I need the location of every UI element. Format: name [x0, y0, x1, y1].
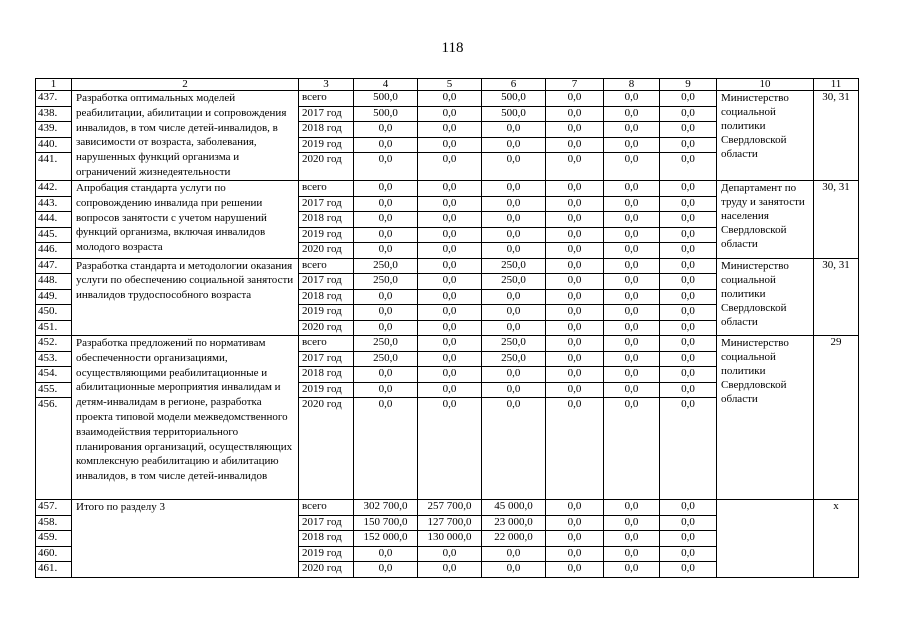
- federal-value-cell: 0,0: [418, 562, 482, 578]
- period-cell: 2020 год: [299, 398, 354, 500]
- budget-table: [35, 78, 859, 578]
- other-value-cell: 0,0: [660, 106, 717, 122]
- row-number-cell: 441.: [36, 153, 72, 181]
- executor-cell: [717, 500, 814, 578]
- extra-value-cell: 0,0: [604, 546, 660, 562]
- other-value-cell: 0,0: [660, 153, 717, 181]
- header-cell: 8: [604, 79, 660, 91]
- other-value-cell: 0,0: [660, 274, 717, 290]
- federal-value-cell: 0,0: [418, 153, 482, 181]
- local-value-cell: 0,0: [546, 243, 604, 259]
- period-cell: 2020 год: [299, 320, 354, 336]
- other-value-cell: 0,0: [660, 196, 717, 212]
- row-number-cell: 456.: [36, 398, 72, 500]
- regional-value-cell: 0,0: [482, 181, 546, 197]
- extra-value-cell: 0,0: [604, 212, 660, 228]
- local-value-cell: 0,0: [546, 227, 604, 243]
- total-value-cell: 0,0: [354, 137, 418, 153]
- extra-value-cell: 0,0: [604, 531, 660, 547]
- header-cell: 7: [546, 79, 604, 91]
- row-number-cell: 457.: [36, 500, 72, 516]
- extra-value-cell: 0,0: [604, 398, 660, 500]
- other-value-cell: 0,0: [660, 227, 717, 243]
- total-value-cell: 150 700,0: [354, 515, 418, 531]
- total-value-cell: 302 700,0: [354, 500, 418, 516]
- row-number-cell: 438.: [36, 106, 72, 122]
- period-cell: 2019 год: [299, 227, 354, 243]
- total-value-cell: 0,0: [354, 320, 418, 336]
- other-value-cell: 0,0: [660, 181, 717, 197]
- row-number-cell: 461.: [36, 562, 72, 578]
- row-number-cell: 460.: [36, 546, 72, 562]
- other-value-cell: 0,0: [660, 212, 717, 228]
- executor-cell: Министерство социальной политики Свердловской области: [717, 91, 814, 181]
- local-value-cell: 0,0: [546, 305, 604, 321]
- federal-value-cell: 0,0: [418, 212, 482, 228]
- federal-value-cell: 127 700,0: [418, 515, 482, 531]
- local-value-cell: 0,0: [546, 515, 604, 531]
- federal-value-cell: 0,0: [418, 351, 482, 367]
- total-value-cell: 0,0: [354, 227, 418, 243]
- row-number-cell: 440.: [36, 137, 72, 153]
- local-value-cell: 0,0: [546, 398, 604, 500]
- local-value-cell: 0,0: [546, 91, 604, 107]
- other-value-cell: 0,0: [660, 122, 717, 138]
- regional-value-cell: 250,0: [482, 351, 546, 367]
- local-value-cell: 0,0: [546, 531, 604, 547]
- period-cell: всего: [299, 181, 354, 197]
- total-value-cell: 250,0: [354, 336, 418, 352]
- executor-cell: Министерство социальной политики Свердловской области: [717, 258, 814, 336]
- other-value-cell: 0,0: [660, 562, 717, 578]
- table-body: [36, 91, 859, 578]
- local-value-cell: 0,0: [546, 196, 604, 212]
- period-cell: 2017 год: [299, 351, 354, 367]
- total-value-cell: 0,0: [354, 196, 418, 212]
- period-cell: 2018 год: [299, 122, 354, 138]
- table-row: [36, 500, 859, 516]
- regional-value-cell: 0,0: [482, 122, 546, 138]
- federal-value-cell: 0,0: [418, 336, 482, 352]
- total-value-cell: 152 000,0: [354, 531, 418, 547]
- event-name-cell: Итого по разделу 3: [72, 500, 299, 578]
- local-value-cell: 0,0: [546, 137, 604, 153]
- regional-value-cell: 0,0: [482, 153, 546, 181]
- extra-value-cell: 0,0: [604, 305, 660, 321]
- total-value-cell: 0,0: [354, 181, 418, 197]
- extra-value-cell: 0,0: [604, 122, 660, 138]
- period-cell: 2019 год: [299, 305, 354, 321]
- period-cell: 2020 год: [299, 153, 354, 181]
- extra-value-cell: 0,0: [604, 289, 660, 305]
- total-value-cell: 250,0: [354, 258, 418, 274]
- local-value-cell: 0,0: [546, 258, 604, 274]
- period-cell: 2017 год: [299, 515, 354, 531]
- extra-value-cell: 0,0: [604, 367, 660, 383]
- extra-value-cell: 0,0: [604, 106, 660, 122]
- extra-value-cell: 0,0: [604, 515, 660, 531]
- row-number-cell: 437.: [36, 91, 72, 107]
- extra-value-cell: 0,0: [604, 258, 660, 274]
- header-cell: 10: [717, 79, 814, 91]
- other-value-cell: 0,0: [660, 546, 717, 562]
- regional-value-cell: 0,0: [482, 243, 546, 259]
- regional-value-cell: 23 000,0: [482, 515, 546, 531]
- extra-value-cell: 0,0: [604, 562, 660, 578]
- local-value-cell: 0,0: [546, 153, 604, 181]
- regional-value-cell: 0,0: [482, 196, 546, 212]
- header-cell: 11: [814, 79, 859, 91]
- extra-value-cell: 0,0: [604, 153, 660, 181]
- federal-value-cell: 130 000,0: [418, 531, 482, 547]
- federal-value-cell: 0,0: [418, 398, 482, 500]
- regional-value-cell: 0,0: [482, 305, 546, 321]
- regional-value-cell: 45 000,0: [482, 500, 546, 516]
- regional-value-cell: 0,0: [482, 562, 546, 578]
- event-name-cell: Разработка стандарта и методологии оказания услуги по обеспечению социальной занятости инвалидов трудоспособного возраста: [72, 258, 299, 336]
- period-cell: 2018 год: [299, 212, 354, 228]
- other-value-cell: 0,0: [660, 515, 717, 531]
- regional-value-cell: 0,0: [482, 398, 546, 500]
- row-number-cell: 445.: [36, 227, 72, 243]
- total-value-cell: 250,0: [354, 351, 418, 367]
- federal-value-cell: 0,0: [418, 227, 482, 243]
- period-cell: 2017 год: [299, 106, 354, 122]
- regional-value-cell: 0,0: [482, 212, 546, 228]
- local-value-cell: 0,0: [546, 274, 604, 290]
- extra-value-cell: 0,0: [604, 137, 660, 153]
- regional-value-cell: 0,0: [482, 382, 546, 398]
- other-value-cell: 0,0: [660, 243, 717, 259]
- row-number-cell: 452.: [36, 336, 72, 352]
- federal-value-cell: 0,0: [418, 382, 482, 398]
- target-ref-cell: 29: [814, 336, 859, 500]
- period-cell: 2019 год: [299, 382, 354, 398]
- other-value-cell: 0,0: [660, 382, 717, 398]
- table-row: [36, 258, 859, 274]
- federal-value-cell: 0,0: [418, 546, 482, 562]
- extra-value-cell: 0,0: [604, 274, 660, 290]
- other-value-cell: 0,0: [660, 320, 717, 336]
- regional-value-cell: 500,0: [482, 106, 546, 122]
- period-cell: 2020 год: [299, 562, 354, 578]
- row-number-cell: 458.: [36, 515, 72, 531]
- header-cell: 6: [482, 79, 546, 91]
- extra-value-cell: 0,0: [604, 181, 660, 197]
- extra-value-cell: 0,0: [604, 243, 660, 259]
- local-value-cell: 0,0: [546, 320, 604, 336]
- total-value-cell: 0,0: [354, 398, 418, 500]
- extra-value-cell: 0,0: [604, 500, 660, 516]
- extra-value-cell: 0,0: [604, 227, 660, 243]
- regional-value-cell: 500,0: [482, 91, 546, 107]
- period-cell: всего: [299, 336, 354, 352]
- total-value-cell: 0,0: [354, 212, 418, 228]
- period-cell: 2017 год: [299, 196, 354, 212]
- regional-value-cell: 250,0: [482, 336, 546, 352]
- period-cell: 2017 год: [299, 274, 354, 290]
- row-number-cell: 442.: [36, 181, 72, 197]
- table-row: [36, 336, 859, 352]
- target-ref-cell: 30, 31: [814, 258, 859, 336]
- federal-value-cell: 0,0: [418, 274, 482, 290]
- row-number-cell: 459.: [36, 531, 72, 547]
- total-value-cell: 0,0: [354, 243, 418, 259]
- federal-value-cell: 0,0: [418, 243, 482, 259]
- extra-value-cell: 0,0: [604, 196, 660, 212]
- regional-value-cell: 250,0: [482, 274, 546, 290]
- extra-value-cell: 0,0: [604, 382, 660, 398]
- event-name-cell: Разработка оптимальных моделей реабилитации, абилитации и сопровождения инвалидов, в том числе детей-инвалидов, в зависимости от возраста, заболевания, нарушенных функций организма и ограничений жизнедеятельности: [72, 91, 299, 181]
- header-cell: 5: [418, 79, 482, 91]
- other-value-cell: 0,0: [660, 258, 717, 274]
- extra-value-cell: 0,0: [604, 91, 660, 107]
- total-value-cell: 0,0: [354, 153, 418, 181]
- total-value-cell: 0,0: [354, 546, 418, 562]
- other-value-cell: 0,0: [660, 367, 717, 383]
- period-cell: 2018 год: [299, 289, 354, 305]
- other-value-cell: 0,0: [660, 336, 717, 352]
- period-cell: 2018 год: [299, 531, 354, 547]
- page-number: 118: [441, 40, 464, 56]
- total-value-cell: 500,0: [354, 106, 418, 122]
- other-value-cell: 0,0: [660, 305, 717, 321]
- federal-value-cell: 257 700,0: [418, 500, 482, 516]
- regional-value-cell: 250,0: [482, 258, 546, 274]
- local-value-cell: 0,0: [546, 382, 604, 398]
- period-cell: 2018 год: [299, 367, 354, 383]
- total-value-cell: 0,0: [354, 305, 418, 321]
- local-value-cell: 0,0: [546, 336, 604, 352]
- federal-value-cell: 0,0: [418, 320, 482, 336]
- other-value-cell: 0,0: [660, 91, 717, 107]
- regional-value-cell: 0,0: [482, 546, 546, 562]
- target-ref-cell: x: [814, 500, 859, 578]
- total-value-cell: 0,0: [354, 367, 418, 383]
- header-cell: 1: [36, 79, 72, 91]
- row-number-cell: 453.: [36, 351, 72, 367]
- local-value-cell: 0,0: [546, 500, 604, 516]
- row-number-cell: 450.: [36, 305, 72, 321]
- local-value-cell: 0,0: [546, 367, 604, 383]
- row-number-cell: 455.: [36, 382, 72, 398]
- header-cell: 3: [299, 79, 354, 91]
- row-number-cell: 443.: [36, 196, 72, 212]
- local-value-cell: 0,0: [546, 562, 604, 578]
- local-value-cell: 0,0: [546, 212, 604, 228]
- target-ref-cell: 30, 31: [814, 91, 859, 181]
- row-number-cell: 447.: [36, 258, 72, 274]
- target-ref-cell: 30, 31: [814, 181, 859, 259]
- other-value-cell: 0,0: [660, 137, 717, 153]
- period-cell: 2019 год: [299, 137, 354, 153]
- header-cell: 4: [354, 79, 418, 91]
- total-value-cell: 0,0: [354, 122, 418, 138]
- total-value-cell: 250,0: [354, 274, 418, 290]
- federal-value-cell: 0,0: [418, 289, 482, 305]
- row-number-cell: 446.: [36, 243, 72, 259]
- total-value-cell: 0,0: [354, 289, 418, 305]
- other-value-cell: 0,0: [660, 351, 717, 367]
- header-row: [36, 79, 859, 91]
- total-value-cell: 500,0: [354, 91, 418, 107]
- regional-value-cell: 0,0: [482, 289, 546, 305]
- row-number-cell: 439.: [36, 122, 72, 138]
- row-number-cell: 444.: [36, 212, 72, 228]
- period-cell: 2019 год: [299, 546, 354, 562]
- regional-value-cell: 0,0: [482, 320, 546, 336]
- period-cell: всего: [299, 500, 354, 516]
- period-cell: всего: [299, 91, 354, 107]
- federal-value-cell: 0,0: [418, 196, 482, 212]
- row-number-cell: 448.: [36, 274, 72, 290]
- other-value-cell: 0,0: [660, 289, 717, 305]
- regional-value-cell: 22 000,0: [482, 531, 546, 547]
- period-cell: всего: [299, 258, 354, 274]
- federal-value-cell: 0,0: [418, 258, 482, 274]
- executor-cell: Министерство социальной политики Свердловской области: [717, 336, 814, 500]
- other-value-cell: 0,0: [660, 398, 717, 500]
- extra-value-cell: 0,0: [604, 336, 660, 352]
- federal-value-cell: 0,0: [418, 122, 482, 138]
- regional-value-cell: 0,0: [482, 137, 546, 153]
- header-cell: 2: [72, 79, 299, 91]
- row-number-cell: 451.: [36, 320, 72, 336]
- event-name-cell: Апробация стандарта услуги по сопровождению инвалида при решении вопросов занятости с учетом нарушений функций организма, включая инвалидов молодого возраста: [72, 181, 299, 259]
- extra-value-cell: 0,0: [604, 320, 660, 336]
- federal-value-cell: 0,0: [418, 305, 482, 321]
- regional-value-cell: 0,0: [482, 367, 546, 383]
- federal-value-cell: 0,0: [418, 91, 482, 107]
- extra-value-cell: 0,0: [604, 351, 660, 367]
- federal-value-cell: 0,0: [418, 106, 482, 122]
- total-value-cell: 0,0: [354, 382, 418, 398]
- executor-cell: Департамент по труду и занятости населения Свердловской области: [717, 181, 814, 259]
- event-name-cell: Разработка предложений по нормативам обеспеченности организациями, осуществляющими реабилитационные и абилитационные мероприятия инвалидам и детям-инвалидам в регионе, разработка проекта типовой модели межведомственного взаимодействия территориального планирования организаций, осуществляющих комплексную реабилитацию и абилитацию инвалидов, в том числе детей-инвалидов: [72, 336, 299, 500]
- federal-value-cell: 0,0: [418, 181, 482, 197]
- local-value-cell: 0,0: [546, 181, 604, 197]
- local-value-cell: 0,0: [546, 106, 604, 122]
- local-value-cell: 0,0: [546, 546, 604, 562]
- table-row: [36, 181, 859, 197]
- local-value-cell: 0,0: [546, 351, 604, 367]
- row-number-cell: 449.: [36, 289, 72, 305]
- header-cell: 9: [660, 79, 717, 91]
- period-cell: 2020 год: [299, 243, 354, 259]
- table-row: [36, 91, 859, 107]
- federal-value-cell: 0,0: [418, 137, 482, 153]
- other-value-cell: 0,0: [660, 531, 717, 547]
- row-number-cell: 454.: [36, 367, 72, 383]
- other-value-cell: 0,0: [660, 500, 717, 516]
- local-value-cell: 0,0: [546, 122, 604, 138]
- local-value-cell: 0,0: [546, 289, 604, 305]
- total-value-cell: 0,0: [354, 562, 418, 578]
- regional-value-cell: 0,0: [482, 227, 546, 243]
- federal-value-cell: 0,0: [418, 367, 482, 383]
